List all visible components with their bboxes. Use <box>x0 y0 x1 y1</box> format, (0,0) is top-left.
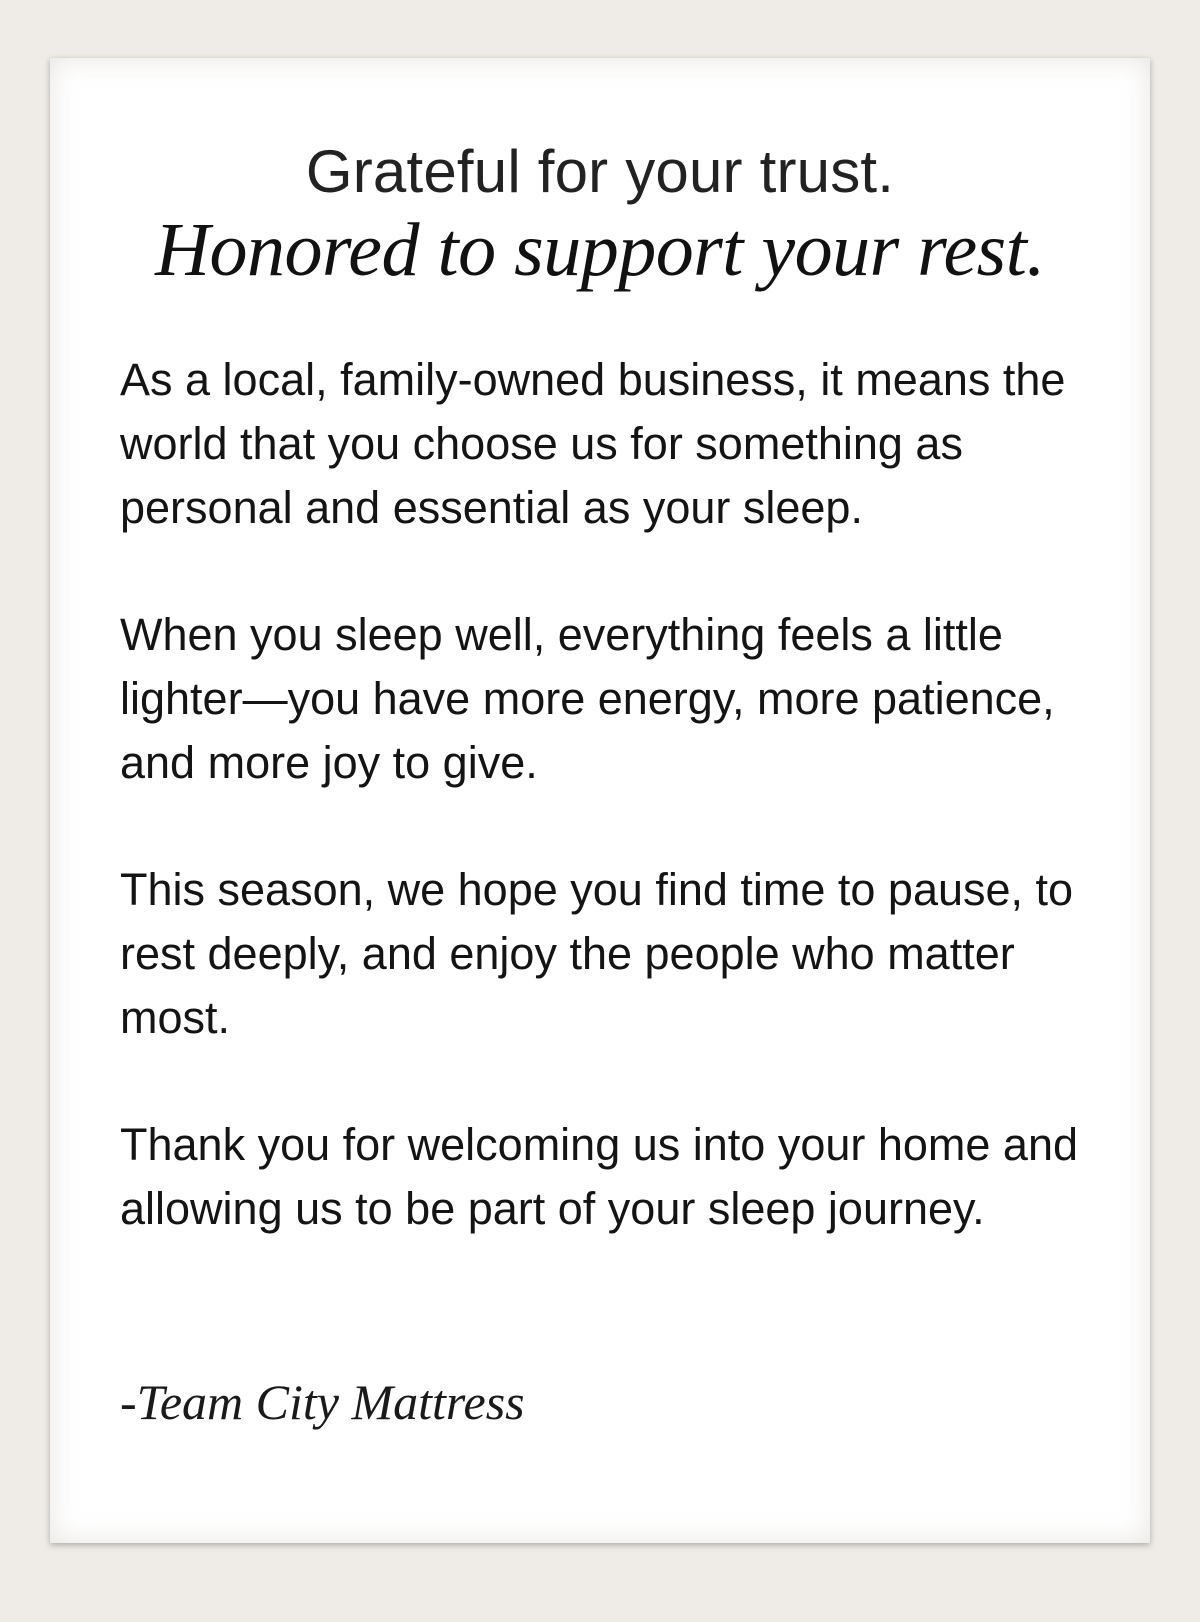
letter-card <box>50 58 1150 1543</box>
heading-line-1: Grateful for your trust. <box>305 138 895 205</box>
paragraph-4: Thank you for welcoming us into your home and allowing us to be part of your sleep journey. <box>120 1119 1079 1234</box>
signature: -Team City Mattress <box>120 1374 525 1430</box>
paragraph-2: When you sleep well, everything feels a little lighter—you have more energy, more patience, and more joy to give. <box>120 609 1055 788</box>
letter-heading <box>50 136 1150 292</box>
heading-line-2: Honored to support your rest. <box>155 208 1045 292</box>
paragraph-3: This season, we hope you find time to pause, to rest deeply, and enjoy the people who matter most. <box>120 864 1074 1043</box>
letter-body <box>120 348 1100 1304</box>
paragraph-1: As a local, family-owned business, it means the world that you choose us for something as personal and essential as your sleep. <box>120 354 1066 533</box>
